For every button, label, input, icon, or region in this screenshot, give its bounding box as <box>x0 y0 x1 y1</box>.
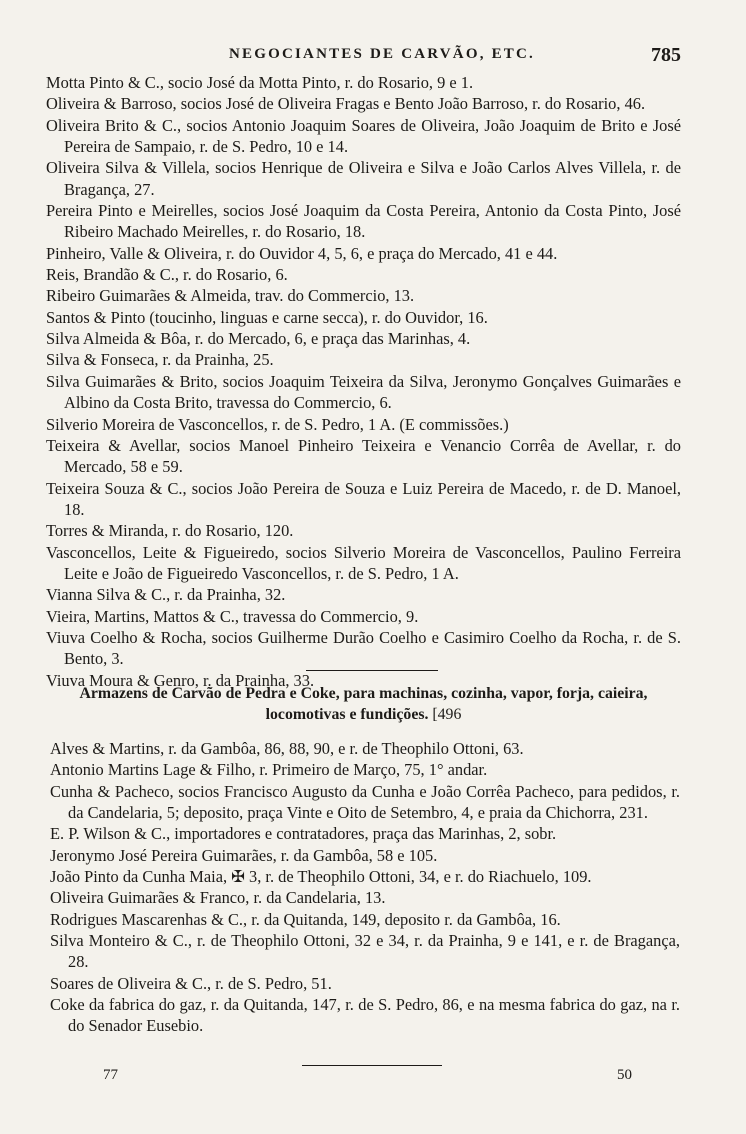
directory-entry: Teixeira & Avellar, socios Manoel Pinheiro Teixeira e Venancio Corrêa de Avellar, r. do Mercado, 58 e 59. <box>46 435 681 477</box>
directory-entry: Silva Guimarães & Brito, socios Joaquim Teixeira da Silva, Jeronymo Gonçalves Guimarães e Albino da Costa Brito, travessa do Commercio, 6. <box>46 371 681 413</box>
directory-entry: Coke da fabrica do gaz, r. da Quitanda, 147, r. de S. Pedro, 86, e na mesma fabrica do gaz, na r. do Senador Eusebio. <box>50 995 680 1036</box>
directory-entry: Vianna Silva & C., r. da Prainha, 32. <box>46 585 286 605</box>
directory-entry: Cunha & Pacheco, socios Francisco Augusto da Cunha e João Corrêa Pacheco, para pedidos, r. da Candelaria, 5; deposito, praça Vinte e Oito de Setembro, 4, e praia da Chichorra, 231. <box>50 781 680 823</box>
directory-entry: João Pinto da Cunha Maia, ✠ 3, r. de Theophilo Ottoni, 34, e r. do Riachuelo, 109. <box>50 867 592 887</box>
directory-entry: Rodrigues Mascarenhas & C., r. da Quitanda, 149, deposito r. da Gambôa, 16. <box>50 909 561 929</box>
directory-entry: Jeronymo José Pereira Guimarães, r. da Gambôa, 58 e 105. <box>50 845 438 865</box>
directory-entry: Ribeiro Guimarães & Almeida, trav. do Commercio, 13. <box>46 286 415 306</box>
directory-entry: Silverio Moreira de Vasconcellos, r. de S. Pedro, 1 A. (E commissões.) <box>46 414 509 434</box>
footer-signature-left: 77 <box>103 1067 118 1083</box>
directory-entry: Vieira, Martins, Mattos & C., travessa do Commercio, 9. <box>46 606 419 626</box>
directory-entry: E. P. Wilson & C., importadores e contratadores, praça das Marinhas, 2, sobr. <box>50 824 557 844</box>
page-header: NEGOCIANTES DE CARVÃO, ETC. <box>229 46 535 62</box>
directory-entry: Vasconcellos, Leite & Figueiredo, socios Silverio Moreira de Vasconcellos, Paulino Ferreira Leite e João de Figueiredo Vasconcellos, r. de S. Pedro, 1 A. <box>46 542 681 583</box>
directory-entry: Motta Pinto & C., socio José da Motta Pinto, r. do Rosario, 9 e 1. <box>46 73 474 92</box>
directory-entry: Oliveira Guimarães & Franco, r. da Candelaria, 13. <box>50 888 386 908</box>
footer-divider <box>302 1065 442 1066</box>
footer-signature-right: 50 <box>617 1067 632 1083</box>
directory-entry: Viuva Moura & Genro, r. da Prainha, 33. <box>46 670 315 690</box>
directory-entry: Teixeira Souza & C., socios João Pereira de Souza e Luiz Pereira de Macedo, r. de D. Manoel, 18. <box>46 478 681 519</box>
page-number: 785 <box>651 44 681 66</box>
section-reference: [496 <box>432 706 462 723</box>
coal-warehouse-list <box>50 738 680 1037</box>
directory-entry: Silva Almeida & Bôa, r. do Mercado, 6, e praça das Marinhas, 4. <box>46 329 471 349</box>
section-title <box>46 683 681 725</box>
merchant-list <box>46 72 681 691</box>
directory-entry: Torres & Miranda, r. do Rosario, 120. <box>46 521 294 541</box>
directory-entry: Silva Monteiro & C., r. de Theophilo Ottoni, 32 e 34, r. da Prainha, 9 e 141, e r. de Bragança, 28. <box>50 931 680 972</box>
directory-entry: Oliveira Silva & Villela, socios Henrique de Oliveira e Silva e João Carlos Alves Villela, r. de Bragança, 27. <box>46 158 681 199</box>
directory-entry: Oliveira & Barroso, socios José de Oliveira Fragas e Bento João Barroso, r. do Rosario, 46. <box>46 94 646 114</box>
directory-entry: Viuva Coelho & Rocha, socios Guilherme Durão Coelho e Casimiro Coelho da Rocha, r. de S. Bento, 3. <box>46 627 681 669</box>
directory-entry: Pereira Pinto e Meirelles, socios José Joaquim da Costa Pereira, Antonio da Costa Pinto, José Ribeiro Machado Meirelles, r. do Rosario, 18. <box>46 201 681 242</box>
section-title-text: Armazens de Carvão de Pedra e Coke, para machinas, cozinha, vapor, forja, caieira, locomotivas e fundições. <box>79 685 648 723</box>
directory-entry: Antonio Martins Lage & Filho, r. Primeiro de Março, 75, 1° andar. <box>50 760 488 780</box>
directory-entry: Silva & Fonseca, r. da Prainha, 25. <box>46 350 274 370</box>
directory-entry: Reis, Brandão & C., r. do Rosario, 6. <box>46 265 288 285</box>
directory-entry: Santos & Pinto (toucinho, linguas e carne secca), r. do Ouvidor, 16. <box>46 307 488 327</box>
directory-entry: Soares de Oliveira & C., r. de S. Pedro, 51. <box>50 973 332 993</box>
section-divider <box>306 670 438 671</box>
directory-entry: Alves & Martins, r. da Gambôa, 86, 88, 90, e r. de Theophilo Ottoni, 63. <box>50 739 524 758</box>
directory-entry: Oliveira Brito & C., socios Antonio Joaquim Soares de Oliveira, João Joaquim de Brito e José Pereira de Sampaio, r. de S. Pedro, 10 e 14. <box>46 115 681 157</box>
directory-entry: Pinheiro, Valle & Oliveira, r. do Ouvidor 4, 5, 6, e praça do Mercado, 41 e 44. <box>46 243 558 263</box>
